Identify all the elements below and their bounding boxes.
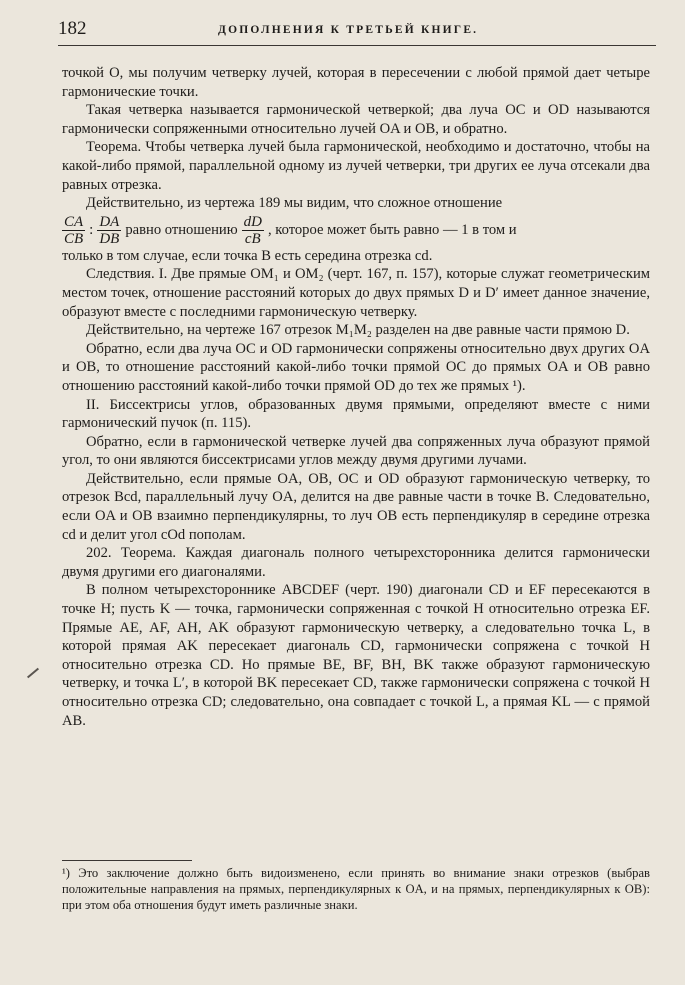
formula-text: , которое может быть равно — 1 в том и bbox=[267, 221, 517, 238]
main-text bbox=[62, 64, 650, 730]
fraction-denominator: DB bbox=[99, 230, 120, 247]
paragraph: В полном четырехстороннике ABCDEF (черт. 190) диагонали CD и EF пересекаются в точке H; пусть K — точка, гармонически сопряженная с точкой H относительно отрезка EF. Прямые AE, AF, AH, AK образуют гармоническую четверку, а следовательно точка L, в которой прямая AK пересекает диагональ CD, гармонически сопряжена с точкой H относительно отрезка CD. Но прямые BE, BF, BH, BK также образуют гармоническую четверку, и точка L′, в которой BK пересекает CD, также гармонически сопряжена с точкой H относительно отрезка CD; следовательно, она совпадает с точкой L, а прямая KL — с прямой AB. bbox=[62, 582, 650, 729]
page-number: 182 bbox=[58, 18, 87, 39]
paragraph: Такая четверка называется гармонической четверкой; два луча OC и OD называются гармонически сопряженными относительно лучей OA и OB, и обратно. bbox=[62, 102, 650, 137]
paragraph: только в том случае, если точка B есть середина отрезка cd. bbox=[62, 247, 433, 264]
paragraph: Действительно, на чертеже 167 отрезок M₁M₂ разделен на две равные части прямою D. bbox=[86, 322, 630, 339]
footnote-rule bbox=[62, 860, 192, 861]
paragraph: II. Биссектрисы углов, образованных двумя прямыми, определяют вместе с ними гармонический пучок (п. 115). bbox=[62, 396, 650, 432]
formula-text: равно отношению bbox=[125, 221, 238, 238]
fraction-numerator: DA bbox=[99, 213, 120, 230]
paragraph: 202. Теорема. Каждая диагональ полного четырехсторонника делится гармонически двумя другими его диагоналями. bbox=[62, 545, 650, 580]
paragraph: Обратно, если два луча OC и OD гармонически сопряжены относительно двух других OA и OB, то отношение расстояний какой-либо точки прямой OC до прямых OA и OB равно отношению расстояний какой-либо точки прямой OD до тех же прямых ¹). bbox=[62, 340, 650, 394]
fraction-numerator: CA bbox=[64, 213, 84, 230]
fraction-denominator: CB bbox=[64, 230, 84, 247]
paragraph: Следствия. I. Две прямые OM₁ и OM₂ (черт. 167, п. 157), которые служат геометрическим местом точек, отношение расстояний которых до двух прямых D и D′ имеет данное значение, образуют вместе с последними гармоническую четверку. bbox=[62, 266, 650, 320]
fraction-denominator: cB bbox=[244, 230, 261, 247]
paragraph: Теорема. Чтобы четверка лучей была гармонической, необходимо и достаточно, чтобы на какой-либо прямой, параллельной одному из лучей четверки, три других ее луча отсекали два равных отрезка. bbox=[62, 139, 650, 193]
fraction bbox=[97, 214, 121, 247]
fraction bbox=[62, 214, 85, 247]
fraction bbox=[242, 214, 264, 247]
ratio-sign: : bbox=[89, 221, 94, 238]
paragraph: Действительно, из чертежа 189 мы видим, что сложное отношение bbox=[86, 195, 503, 212]
page-header bbox=[58, 16, 658, 42]
running-head: ДОПОЛНЕНИЯ К ТРЕТЬЕЙ КНИГЕ. bbox=[218, 24, 479, 36]
paragraph: Действительно, если прямые OA, OB, OC и OD образуют гармоническую четверку, то отрезок Bcd, параллельный лучу OA, делится на две равные части в точке B. Следовательно, если OA и OB взаимно перпендикулярны, то луч OB есть перпендикуляр в середине отрезка cd и делит угол cOd пополам. bbox=[62, 470, 650, 543]
margin-pencil-mark bbox=[27, 668, 39, 679]
header-rule bbox=[58, 45, 656, 46]
cross-ratio-formula bbox=[62, 214, 650, 247]
footnote: ¹) Это заключение должно быть видоизменено, если принять во внимание знаки отрезков (выбрав положительные направления на прямых, перпендикулярных к OA, и на прямых, перпендикулярных к OB): при этом оба отношения будут иметь различные знаки. bbox=[62, 866, 650, 912]
fraction-numerator: dD bbox=[243, 213, 262, 230]
paragraph: Обратно, если в гармонической четверке лучей два сопряженных луча образуют прямой угол, то они являются биссектрисами углов между двумя другими лучами. bbox=[62, 433, 650, 469]
paragraph: точкой O, мы получим четверку лучей, которая в пересечении с любой прямой дает четыре гармонические точки. bbox=[62, 65, 650, 100]
